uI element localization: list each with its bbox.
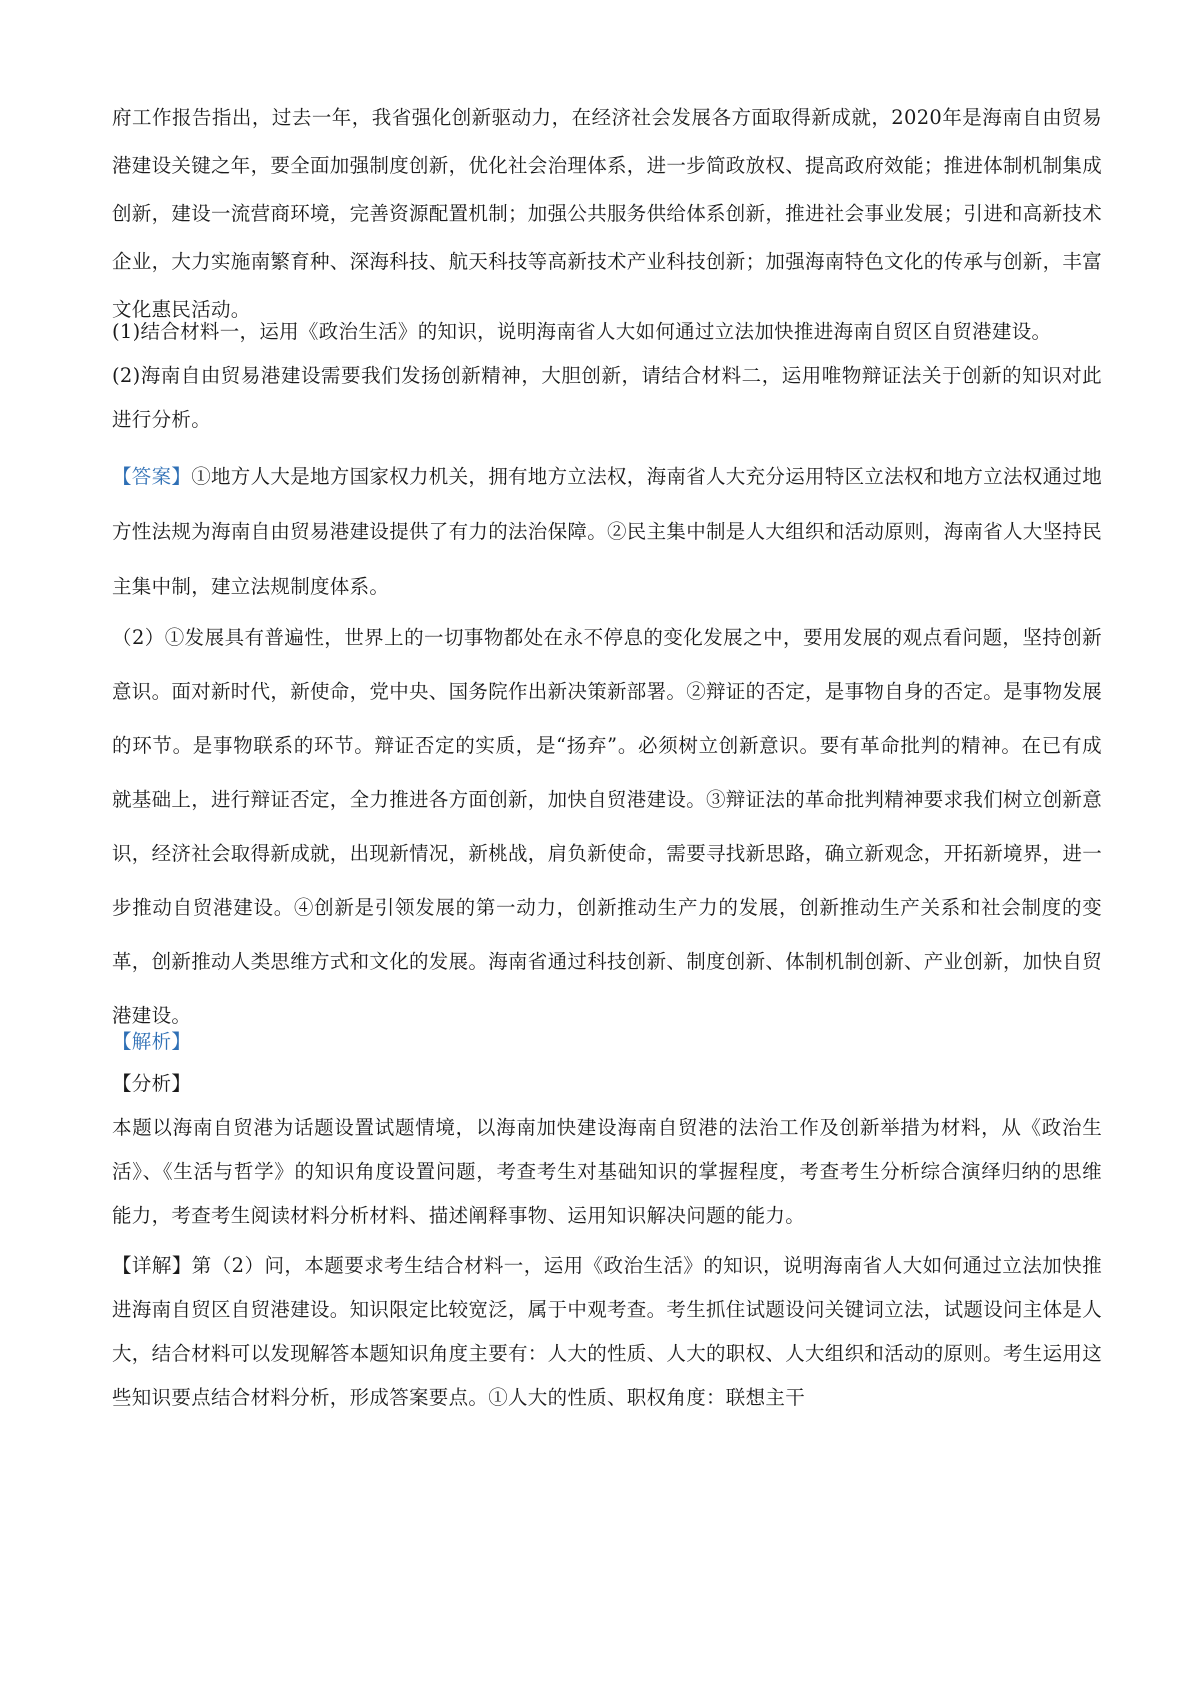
- detail-text: 第（2）问，本题要求考生结合材料一，运用《政治生活》的知识，说明海南省人大如何通过立法加快推进海南自贸区自贸港建设。知识限定比较宽泛，属于中观考查。考生抓住试题设问关键词立法，试题设问主体是人大，结合材料可以发现解答本题知识角度主要有：人大的性质、人大的职权、人大组织和活动的原则。考生运用这些知识要点结合材料分析，形成答案要点。①人大的性质、职权角度：联想主干: [112, 1254, 1103, 1409]
- analysis-tag-text: 【解析】: [112, 1030, 192, 1053]
- answer-part-2: （2）①发展具有普遍性，世界上的一切事物都处在永不停息的变化发展之中，要用发展的观点看问题，坚持创新意识。面对新时代，新使命，党中央、国务院作出新决策新部署。②辩证的否定，是事物自身的否定。是事物发展的环节。是事物联系的环节。辩证否定的实质，是“扬弃”。必须树立创新意识。要有革命批判的精神。在已有成就基础上，进行辩证否定，全力推进各方面创新，加快自贸港建设。③辩证法的革命批判精神要求我们树立创新意识，经济社会取得新成就，出现新情况，新桃战，肩负新使命，需要寻找新思路，确立新观念，开拓新境界，进一步推动自贸港建设。④创新是引领发展的第一动力，创新推动生产力的发展，创新推动生产关系和社会制度的变革，创新推动人类思维方式和文化的发展。海南省通过科技创新、制度创新、体制机制创新、产业创新，加快自贸港建设。: [112, 626, 1103, 1027]
- question-2: (2)海南自由贸易港建设需要我们发扬创新精神，大胆创新，请结合材料二，运用唯物辩证法关于创新的知识对此进行分析。: [112, 364, 1102, 431]
- answer-part-1: [112, 449, 1102, 614]
- analysis-tag: [112, 1020, 1102, 1064]
- material-paragraph: 府工作报告指出，过去一年，我省强化创新驱动力，在经济社会发展各方面取得新成就，2020年是海南自由贸易港建设关键之年，要全面加强制度创新，优化社会治理体系，进一步简政放权、提高政府效能；推进体制机制集成创新，建设一流营商环境，完善资源配置机制；加强公共服务供给体系创新，推进社会事业发展；引进和高新技术企业，大力实施南繁育种、深海科技、航天科技等高新技术产业科技创新；加强海南特色文化的传承与创新，丰富文化惠民活动。: [112, 106, 1103, 321]
- fenxi-tag: 【分析】: [112, 1072, 192, 1095]
- fenxi-paragraph: 本题以海南自贸港为话题设置试题情境，以海南加快建设海南自贸港的法治工作及创新举措为材料，从《政治生活》、《生活与哲学》的知识角度设置问题，考查考生对基础知识的掌握程度，考查考生分析综合演绎归纳的思维能力，考查考生阅读材料分析材料、描述阐释事物、运用知识解决问题的能力。: [112, 1116, 1102, 1227]
- answer-tag: 【答案】: [112, 465, 192, 488]
- question-1: (1)结合材料一，运用《政治生活》的知识，说明海南省人大如何通过立法加快推进海南自贸区自贸港建设。: [112, 320, 1052, 343]
- answer-text-1: ①地方人大是地方国家权力机关，拥有地方立法权，海南省人大充分运用特区立法权和地方立法权通过地方性法规为海南自由贸易港建设提供了有力的法治保障。②民主集中制是人大组织和活动原则，海南省人大坚持民主集中制，建立法规制度体系。: [112, 465, 1103, 598]
- detail-tag: 【详解】: [112, 1254, 192, 1277]
- detail-paragraph: [112, 1244, 1102, 1420]
